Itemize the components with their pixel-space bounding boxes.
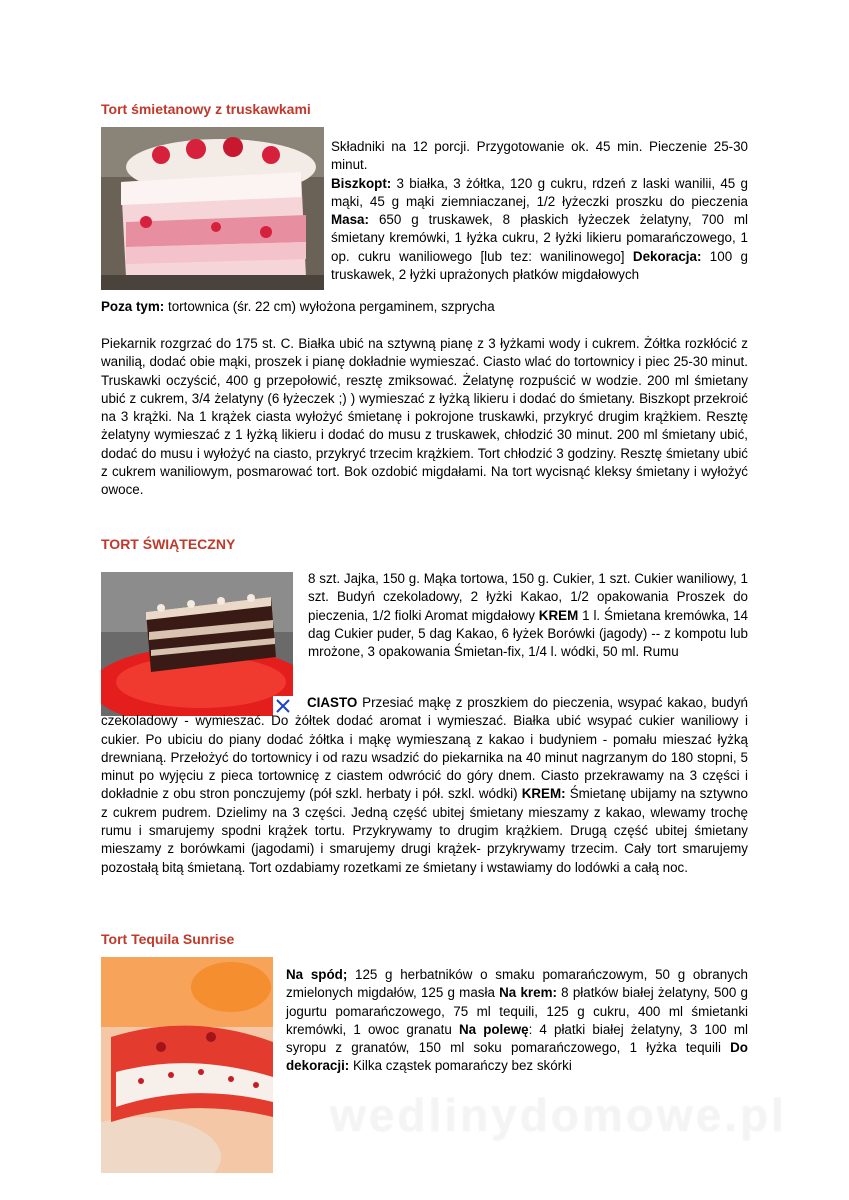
- recipe-2-method: [101, 694, 748, 877]
- ciasto-text: Przesiać mąkę z proszkiem do pieczenia, wsypać kakao, budyń czekoladowy - wymieszać. Do żółtek dodać aromat i wymieszać. Białka ubić wsypać cukier waniliowy i cukier. Po ubiciu do piany dodać żółtka i mąkę wymieszaną z kakao i budyniem - pomału mieszać łyżką drewnianą. Przełożyć do tortownicy i od razu wsadzić do piekarnika na 40 minut nagrzanym do 180 stopni, 5 minut po wyjęciu z pieca tortownicę z ciastem odwrócić do góry dnem. Ciasto przekrawamy na 3 części i dokładnie z obu stron ponczujemy (pół szkl. herbaty i pół. szkl. wódki): [101, 695, 748, 802]
- recipe-title-1: Tort śmietanowy z truskawkami: [101, 101, 311, 117]
- polewa-text: : 4 płatki białej żelatyny, 3 100 ml syropu z granatów, 150 ml soku pomarańczowego, 1 łyżka tequili: [286, 1021, 748, 1056]
- ingredients-text: 8 szt. Jajka, 150 g. Mąka tortowa, 150 g. Cukier, 1 szt. Cukier waniliowy, 1 szt. Budyń czekoladowy, 2 łyżki Kakao, 1/2 opakowania Proszek do pieczenia, 1/2 fiolki Aromat migdałowy: [308, 571, 748, 623]
- dekoracji-text: Kilka cząstek pomarańczy bez skórki: [353, 1058, 572, 1074]
- recipe-title-3: Tort Tequila Sunrise: [101, 931, 235, 947]
- label-krem-2: KREM:: [521, 786, 566, 802]
- label-na-krem: Na krem:: [499, 985, 557, 1001]
- label-poza: Poza tym:: [101, 299, 165, 314]
- label-masa: Masa:: [331, 212, 369, 228]
- site-watermark: wedlinydomowe.pl: [330, 1089, 787, 1141]
- recipe-1-components: [331, 175, 748, 285]
- biszkopt-text: 3 białka, 3 żółtka, 120 g cukru, rdzeń z laski wanilii, 45 g mąki, 45 g mąki ziemniaczanej, 1/2 łyżeczki proszku do pieczenia: [331, 175, 748, 209]
- strawberry-cake-photo: [101, 127, 324, 290]
- label-ciasto: CIASTO: [307, 695, 358, 710]
- recipe-title-2: TORT ŚWIĄTECZNY: [101, 536, 236, 552]
- label-dekoracji: Do dekoracji:: [286, 1040, 748, 1074]
- na-krem-text: 8 płatków białej żelatyny, 500 g jogurtu pomarańczowego, 75 ml tequili, 125 g cukru, 400 ml śmietanki kremówki, 1 owoc granatu: [286, 985, 748, 1037]
- label-spod: Na spód;: [286, 967, 348, 982]
- recipe-3-ingredients: [286, 966, 748, 1076]
- method-text: Piekarnik rozgrzać do 175 st. C. Białka ubić na sztywną pianę z 3 łyżkami wody i cukrem. Żółtka rozkłócić z wanilią, dodać obie mąki, proszek i pianę dokładnie wymieszać. Ciasto wlać do tortownicy i piec 25-30 minut. Truskawki oczyścić, 400 g przepołowić, resztę zmiksować. Żelatynę rozpuścić w wodzie. 200 ml śmietany ubić z cukrem, 3/4 żelatyny (6 łyżeczek ;) ) wymieszać z łyżką likieru i dodać do śmietany. Biszkopt przekroić na 3 krążki. Na 1 krążek ciasta wyłożyć śmietanę i pokrojone truskawki, przykryć drugim krążkiem. Resztę żelatyny wymieszać z 1 łyżką likieru i dodać do musu z truskawek, chłodzić 30 minut. 200 ml śmietany ubić, dodać do musu i wyłożyć na ciasto, przykryć trzecim krążkiem. Tort chłodzić 3 godziny. Resztę śmietany ubić z cukrem waniliowym, posmarować tort. Bok ozdobić migdałami. Na tort wycisnąć kleksy śmietany i wyłożyć owoce.: [101, 336, 748, 498]
- recipe-2-ingredients: [308, 570, 748, 661]
- krem-text: Śmietanę ubijamy na sztywno z cukrem pudrem. Dzielimy na 3 części. Jedną część ubitej śmietany mieszamy z kakao, wlewamy trochę rumu i smarujemy spodni krążek tortu. Przykrywamy to drugim krążkiem. Drugą część ubitej śmietany mieszamy z borówkami (jagodami) i smarujemy drugi krążek- przykrywamy trzecim. Cały tort smarujemy pozostałą bitą śmietaną. Tort ozdabiamy rozetkami ze śmietany i wstawiamy do lodówki a całą noc.: [101, 786, 748, 875]
- label-polewa: Na polewę: [458, 1021, 529, 1037]
- recipe-1-method: [101, 335, 748, 500]
- label-dekoracja: Dekoracja:: [632, 248, 702, 264]
- recipe-1-intro: Składniki na 12 porcji. Przygotowanie ok. 45 min. Pieczenie 25-30 minut.: [331, 139, 748, 173]
- masa-text: 650 g truskawek, 8 płaskich łyżeczek żelatyny, 700 ml śmietany kremówki, 1 łyżka cukru, 2 łyżki likieru pomarańczowego, 1 op. cukru waniliowego [lub tez: wanilinowego]: [331, 212, 748, 264]
- spod-text: 125 g herbatników o smaku pomarańczowym, 50 g obranych zmielonych migdałów, 125 g masła: [286, 967, 748, 1001]
- recipe-1-ingredients: [331, 138, 748, 284]
- krem-ingredients-text: 1 l. Śmietana kremówka, 14 dag Cukier puder, 5 dag Kakao, 6 łyżek Borówki (jagody) -- z kompotu lub mrożone, 3 opakowania Śmietan-fix, 1/4 l. wódki, 50 ml. Rumu: [308, 607, 748, 660]
- tequila-sunrise-cake-photo: [101, 957, 273, 1173]
- label-krem: KREM: [538, 607, 579, 623]
- dekoracja-text: 100 g truskawek, 2 łyżki uprażonych płatków migdałowych: [331, 248, 748, 283]
- label-biszkopt: Biszkopt:: [331, 175, 392, 191]
- poza-text: tortownica (śr. 22 cm) wyłożona pergaminem, szprycha: [167, 299, 495, 314]
- recipe-1-poza: [101, 298, 748, 316]
